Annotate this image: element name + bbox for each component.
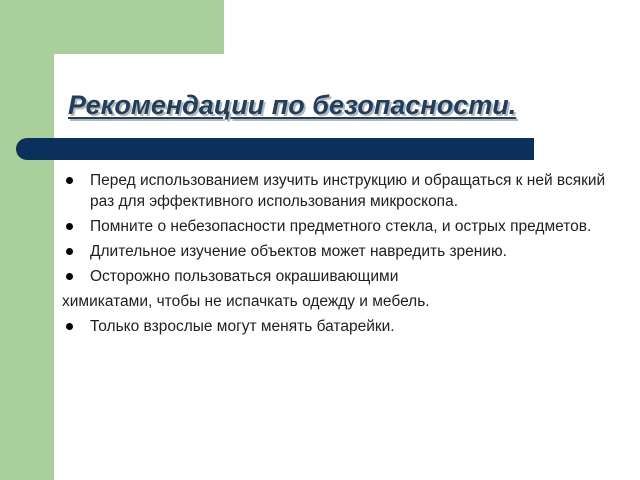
bullet-list: [62, 170, 606, 341]
bullet-icon: [66, 223, 73, 230]
bullet-icon: [66, 177, 73, 184]
slide-title: Рекомендации по безопасности.: [68, 90, 517, 120]
list-item-text: Перед использованием изучить инструкцию и обращаться к ней всякий раз для эффективного использования микроскопа.: [90, 172, 606, 210]
decorative-green-sidebar: [0, 0, 54, 480]
bullet-icon: [66, 323, 73, 330]
list-item: [66, 241, 606, 262]
list-item: [66, 266, 606, 287]
list-continuation-text: химикатами, чтобы не испачкать одежду и мебель.: [62, 293, 430, 310]
list-item: [66, 170, 606, 212]
list-item: [66, 216, 606, 237]
list-item-text: Только взрослые могут менять батарейки.: [90, 318, 395, 335]
list-item: [66, 316, 606, 337]
title-divider-bar: [16, 138, 534, 160]
list-item-text: Помните о небезопасности предметного стекла, и острых предметов.: [90, 218, 592, 235]
bullet-icon: [66, 273, 73, 280]
bullet-icon: [66, 248, 73, 255]
list-item-text: Длительное изучение объектов может навредить зрению.: [90, 243, 507, 260]
list-item-text: Осторожно пользоваться окрашивающими: [90, 268, 399, 285]
